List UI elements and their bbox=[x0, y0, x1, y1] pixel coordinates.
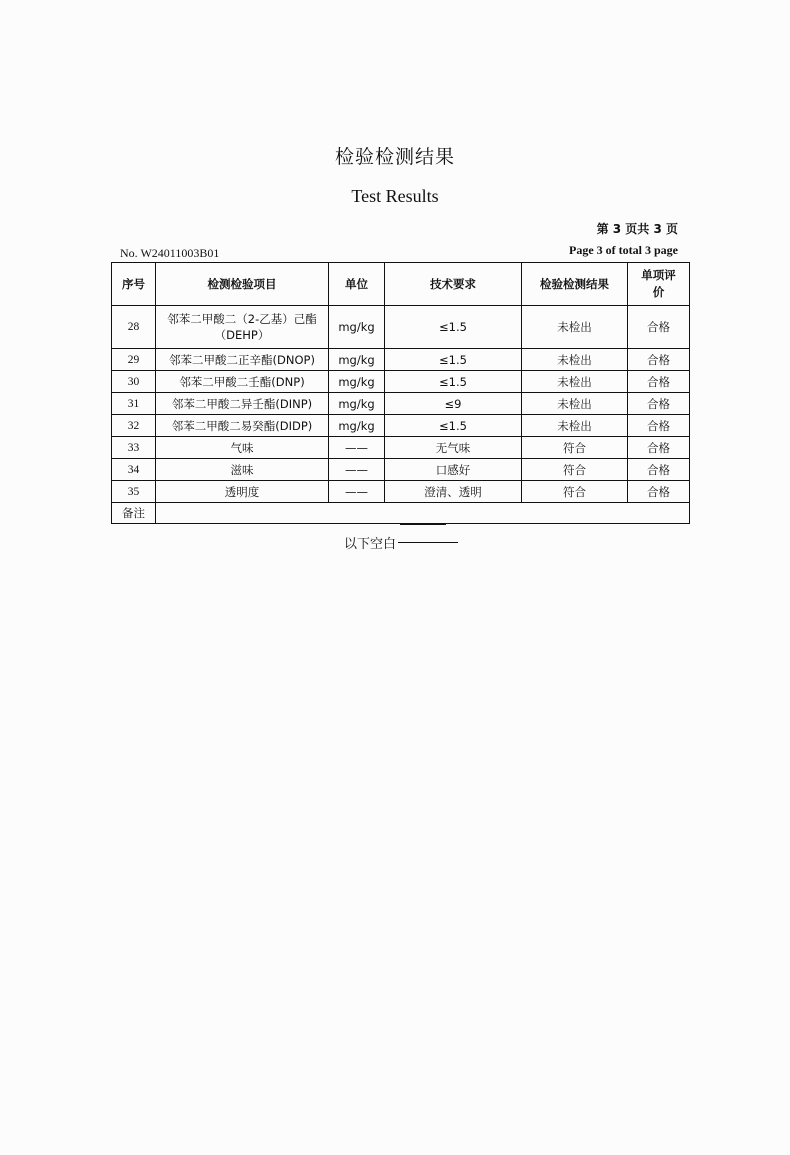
table-row bbox=[112, 306, 690, 349]
cell-seq: 34 bbox=[112, 459, 156, 481]
cell-requirement: 无气味 bbox=[385, 437, 522, 459]
cell-result: 未检出 bbox=[522, 415, 628, 437]
cell-evaluation: 合格 bbox=[628, 371, 690, 393]
header-unit: 单位 bbox=[329, 263, 385, 306]
header-row bbox=[112, 263, 690, 306]
remark-content bbox=[156, 503, 690, 524]
cell-unit: mg/kg bbox=[329, 393, 385, 415]
cell-item: 邻苯二甲酸二易癸酯(DIDP) bbox=[156, 415, 329, 437]
cell-item: 气味 bbox=[156, 437, 329, 459]
header-result: 检验检测结果 bbox=[522, 263, 628, 306]
cell-seq: 32 bbox=[112, 415, 156, 437]
remark-row bbox=[112, 503, 690, 524]
cell-evaluation: 合格 bbox=[628, 481, 690, 503]
cell-result: 符合 bbox=[522, 437, 628, 459]
cell-result: 未检出 bbox=[522, 349, 628, 371]
table-row bbox=[112, 371, 690, 393]
cell-result: 符合 bbox=[522, 459, 628, 481]
cell-item: 滋味 bbox=[156, 459, 329, 481]
cell-unit: —— bbox=[329, 459, 385, 481]
cell-unit: mg/kg bbox=[329, 306, 385, 349]
cell-result: 符合 bbox=[522, 481, 628, 503]
cell-item: 邻苯二甲酸二正辛酯(DNOP) bbox=[156, 349, 329, 371]
cell-unit: mg/kg bbox=[329, 349, 385, 371]
table-row bbox=[112, 349, 690, 371]
cell-seq: 33 bbox=[112, 437, 156, 459]
cell-evaluation: 合格 bbox=[628, 459, 690, 481]
cell-unit: mg/kg bbox=[329, 371, 385, 393]
cell-evaluation: 合格 bbox=[628, 437, 690, 459]
cell-evaluation: 合格 bbox=[628, 393, 690, 415]
cell-requirement: ≤1.5 bbox=[385, 306, 522, 349]
cell-requirement: 口感好 bbox=[385, 459, 522, 481]
report-number: No. W24011003B01 bbox=[120, 246, 220, 260]
cell-requirement: ≤1.5 bbox=[385, 415, 522, 437]
cell-seq: 31 bbox=[112, 393, 156, 415]
cell-unit: —— bbox=[329, 481, 385, 503]
header-requirement: 技术要求 bbox=[385, 263, 522, 306]
cell-evaluation: 合格 bbox=[628, 306, 690, 349]
blank-below-note bbox=[344, 533, 458, 552]
cell-result: 未检出 bbox=[522, 393, 628, 415]
cell-evaluation: 合格 bbox=[628, 415, 690, 437]
cell-requirement: ≤1.5 bbox=[385, 371, 522, 393]
cell-requirement: ≤1.5 bbox=[385, 349, 522, 371]
page-number-cn: 第 3 页共 3 页 bbox=[596, 222, 678, 236]
cell-seq: 29 bbox=[112, 349, 156, 371]
cell-item: 透明度 bbox=[156, 481, 329, 503]
cell-unit: mg/kg bbox=[329, 415, 385, 437]
cell-evaluation: 合格 bbox=[628, 349, 690, 371]
cell-seq: 35 bbox=[112, 481, 156, 503]
remark-blank-line bbox=[400, 524, 446, 525]
results-table bbox=[111, 262, 690, 524]
remark-label: 备注 bbox=[112, 503, 156, 524]
cell-seq: 30 bbox=[112, 371, 156, 393]
cell-item: 邻苯二甲酸二壬酯(DNP) bbox=[156, 371, 329, 393]
table-row bbox=[112, 415, 690, 437]
table-row bbox=[112, 393, 690, 415]
cell-item: 邻苯二甲酸二异壬酯(DINP) bbox=[156, 393, 329, 415]
cell-item: 邻苯二甲酸二（2-乙基）己酯（DEHP） bbox=[156, 306, 329, 349]
header-evaluation: 单项评价 bbox=[628, 263, 690, 306]
cell-requirement: ≤9 bbox=[385, 393, 522, 415]
header-item: 检测检验项目 bbox=[156, 263, 329, 306]
cell-unit: —— bbox=[329, 437, 385, 459]
cell-result: 未检出 bbox=[522, 371, 628, 393]
page-number-en: Page 3 of total 3 page bbox=[569, 243, 678, 257]
blank-below-line bbox=[398, 542, 458, 543]
blank-below-text: 以下空白 bbox=[344, 537, 397, 552]
table-row bbox=[112, 481, 690, 503]
header-seq: 序号 bbox=[112, 263, 156, 306]
table-row bbox=[112, 437, 690, 459]
page-title-en: Test Results bbox=[351, 186, 439, 206]
page-title-cn: 检验检测结果 bbox=[334, 146, 455, 168]
table-row bbox=[112, 459, 690, 481]
cell-seq: 28 bbox=[112, 306, 156, 349]
cell-requirement: 澄清、透明 bbox=[385, 481, 522, 503]
cell-result: 未检出 bbox=[522, 306, 628, 349]
